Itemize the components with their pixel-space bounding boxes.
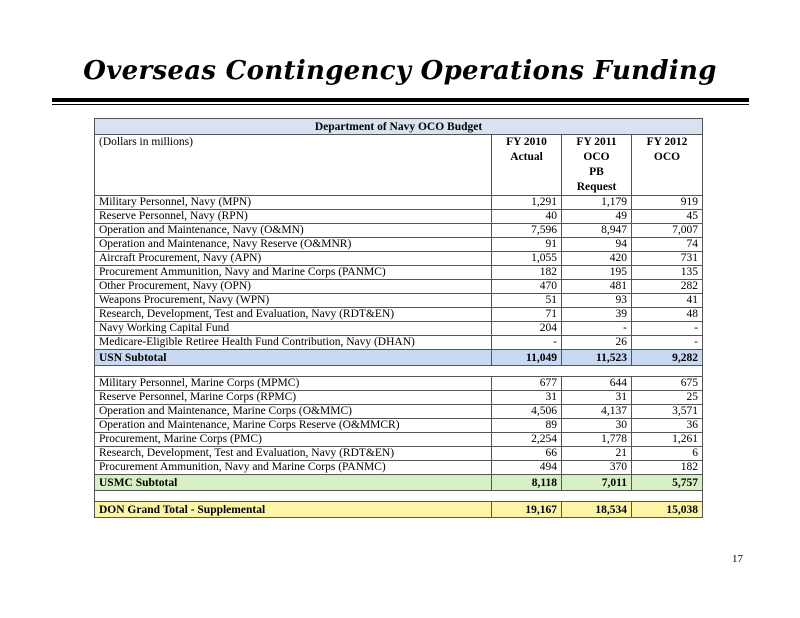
cell-fy2010: 71: [492, 308, 562, 322]
row-label: Operation and Maintenance, Marine Corps Reserve (O&MMCR): [95, 419, 492, 433]
cell-fy2012: 675: [632, 377, 703, 391]
cell-fy2012: 182: [632, 461, 703, 475]
cell-fy2011: 30: [562, 419, 632, 433]
cell-fy2012: 48: [632, 308, 703, 322]
table-header-row: [95, 135, 703, 196]
cell-fy2010: 40: [492, 210, 562, 224]
cell-fy2011: 21: [562, 447, 632, 461]
cell-fy2011: 93: [562, 294, 632, 308]
row-label: Operation and Maintenance, Marine Corps (O&MMC): [95, 405, 492, 419]
row-label: Reserve Personnel, Marine Corps (RPMC): [95, 391, 492, 405]
cell-fy2012: 3,571: [632, 405, 703, 419]
table-row: [95, 224, 703, 238]
cell-fy2010: 677: [492, 377, 562, 391]
row-label: Reserve Personnel, Navy (RPN): [95, 210, 492, 224]
cell-fy2010: 4,506: [492, 405, 562, 419]
usn-subtotal-row: [95, 350, 703, 366]
cell-fy2012: -: [632, 322, 703, 336]
cell-fy2011: 39: [562, 308, 632, 322]
cell-fy2011: 195: [562, 266, 632, 280]
cell-fy2012: 135: [632, 266, 703, 280]
cell-fy2010: -: [492, 336, 562, 350]
cell-fy2010: 31: [492, 391, 562, 405]
cell-fy2012: 6: [632, 447, 703, 461]
table-row: [95, 322, 703, 336]
cell-fy2012: 9,282: [632, 350, 703, 366]
page-number: 17: [732, 553, 743, 565]
cell-fy2011: 1,179: [562, 196, 632, 210]
row-label: Navy Working Capital Fund: [95, 322, 492, 336]
cell-fy2010: 182: [492, 266, 562, 280]
cell-fy2012: 7,007: [632, 224, 703, 238]
cell-fy2012: 45: [632, 210, 703, 224]
table-row: [95, 419, 703, 433]
cell-fy2010: 7,596: [492, 224, 562, 238]
table-row: [95, 377, 703, 391]
table-row: [95, 196, 703, 210]
cell-fy2012: 731: [632, 252, 703, 266]
table-row: [95, 336, 703, 350]
header-fy2012: FY 2012 OCO: [632, 135, 703, 196]
table-row: [95, 266, 703, 280]
cell-fy2011: 7,011: [562, 475, 632, 491]
header-fy2010: FY 2010 Actual: [492, 135, 562, 196]
cell-fy2012: 25: [632, 391, 703, 405]
cell-fy2011: -: [562, 322, 632, 336]
cell-fy2010: 19,167: [492, 502, 562, 518]
row-label: Procurement Ammunition, Navy and Marine Corps (PANMC): [95, 266, 492, 280]
row-label: Operation and Maintenance, Navy (O&MN): [95, 224, 492, 238]
table-row: [95, 294, 703, 308]
cell-fy2010: 1,291: [492, 196, 562, 210]
table-title-row: [95, 119, 703, 135]
cell-fy2011: 94: [562, 238, 632, 252]
row-label: Aircraft Procurement, Navy (APN): [95, 252, 492, 266]
cell-fy2010: 204: [492, 322, 562, 336]
grand-total-row: [95, 502, 703, 518]
cell-fy2011: 49: [562, 210, 632, 224]
cell-fy2011: 4,137: [562, 405, 632, 419]
slide-title: Overseas Contingency Operations Funding: [83, 56, 717, 86]
usmc-subtotal-row: [95, 475, 703, 491]
spacer-row: [95, 491, 703, 502]
table-row: [95, 238, 703, 252]
cell-fy2011: 26: [562, 336, 632, 350]
row-label: USMC Subtotal: [95, 475, 492, 491]
row-label: DON Grand Total - Supplemental: [95, 502, 492, 518]
table-row: [95, 461, 703, 475]
cell-fy2011: 1,778: [562, 433, 632, 447]
table-row: [95, 252, 703, 266]
usmc-rows: [95, 377, 703, 475]
usn-rows: [95, 196, 703, 350]
row-label: Military Personnel, Marine Corps (MPMC): [95, 377, 492, 391]
cell-fy2012: 919: [632, 196, 703, 210]
header-fy2011: FY 2011 OCO PB Request: [562, 135, 632, 196]
row-label: Research, Development, Test and Evaluation, Navy (RDT&EN): [95, 308, 492, 322]
units-label: (Dollars in millions): [95, 135, 492, 196]
table-row: [95, 308, 703, 322]
title-rule-thin: [52, 104, 749, 105]
oco-budget-table: [94, 118, 703, 518]
cell-fy2011: 370: [562, 461, 632, 475]
row-label: Medicare-Eligible Retiree Health Fund Contribution, Navy (DHAN): [95, 336, 492, 350]
cell-fy2010: 494: [492, 461, 562, 475]
row-label: Weapons Procurement, Navy (WPN): [95, 294, 492, 308]
cell-fy2012: 1,261: [632, 433, 703, 447]
cell-fy2010: 89: [492, 419, 562, 433]
cell-fy2012: 15,038: [632, 502, 703, 518]
cell-fy2010: 51: [492, 294, 562, 308]
cell-fy2010: 8,118: [492, 475, 562, 491]
spacer-row: [95, 366, 703, 377]
cell-fy2010: 91: [492, 238, 562, 252]
row-label: Military Personnel, Navy (MPN): [95, 196, 492, 210]
cell-fy2012: 282: [632, 280, 703, 294]
table-row: [95, 391, 703, 405]
cell-fy2012: 74: [632, 238, 703, 252]
table-title: Department of Navy OCO Budget: [95, 119, 703, 135]
table-row: [95, 405, 703, 419]
cell-fy2010: 66: [492, 447, 562, 461]
title-rule-thick: [52, 98, 749, 102]
cell-fy2012: 36: [632, 419, 703, 433]
cell-fy2011: 31: [562, 391, 632, 405]
cell-fy2011: 644: [562, 377, 632, 391]
cell-fy2012: 41: [632, 294, 703, 308]
cell-fy2010: 1,055: [492, 252, 562, 266]
table-row: [95, 447, 703, 461]
cell-fy2011: 11,523: [562, 350, 632, 366]
cell-fy2012: -: [632, 336, 703, 350]
row-label: Research, Development, Test and Evaluation, Navy (RDT&EN): [95, 447, 492, 461]
table-row: [95, 210, 703, 224]
row-label: Operation and Maintenance, Navy Reserve (O&MNR): [95, 238, 492, 252]
cell-fy2010: 2,254: [492, 433, 562, 447]
cell-fy2011: 18,534: [562, 502, 632, 518]
cell-fy2012: 5,757: [632, 475, 703, 491]
cell-fy2011: 420: [562, 252, 632, 266]
table-row: [95, 433, 703, 447]
row-label: USN Subtotal: [95, 350, 492, 366]
cell-fy2011: 8,947: [562, 224, 632, 238]
table-row: [95, 280, 703, 294]
cell-fy2010: 11,049: [492, 350, 562, 366]
cell-fy2010: 470: [492, 280, 562, 294]
row-label: Procurement Ammunition, Navy and Marine Corps (PANMC): [95, 461, 492, 475]
row-label: Other Procurement, Navy (OPN): [95, 280, 492, 294]
cell-fy2011: 481: [562, 280, 632, 294]
row-label: Procurement, Marine Corps (PMC): [95, 433, 492, 447]
